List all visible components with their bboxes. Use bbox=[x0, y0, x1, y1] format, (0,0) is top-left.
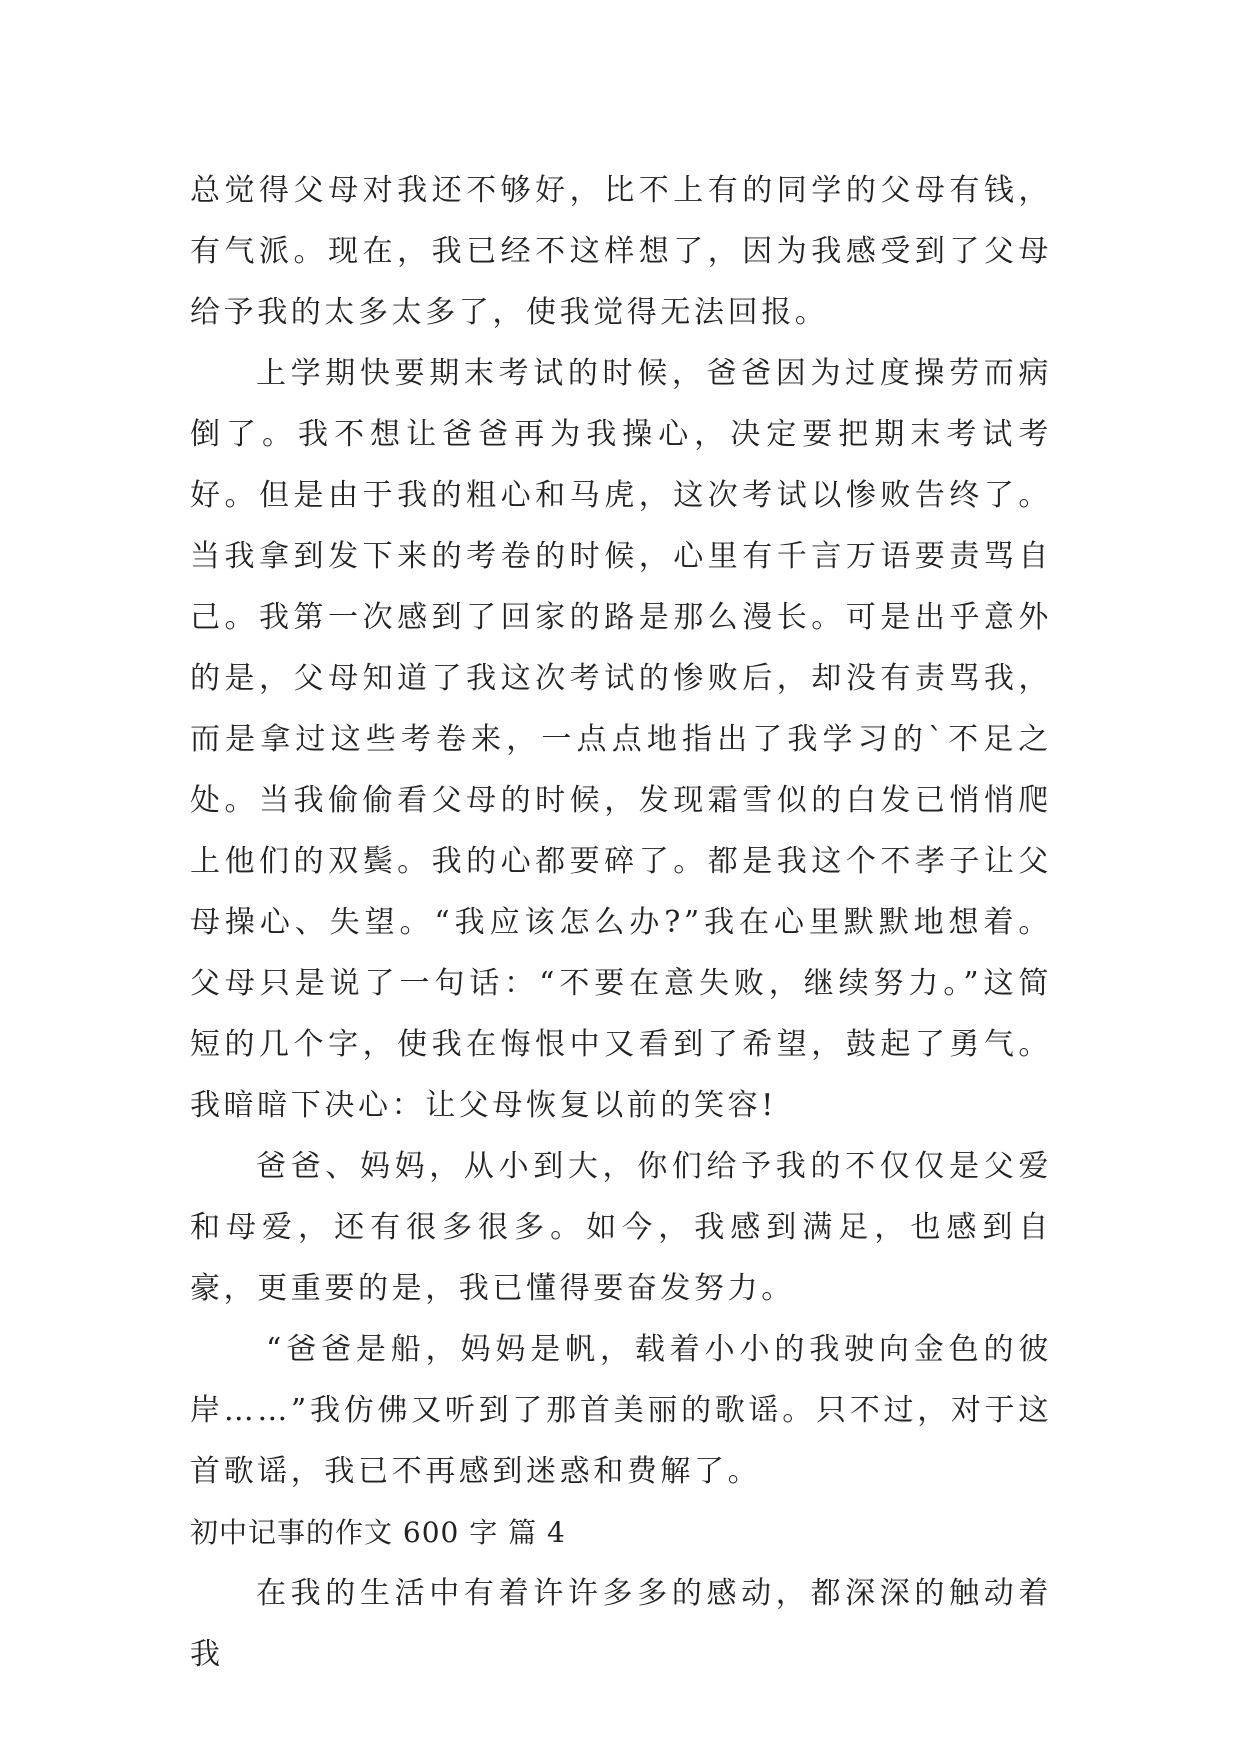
section-heading: 初中记事的作文 600 字 篇 4 bbox=[190, 1516, 566, 1549]
paragraph-1: 总觉得父母对我还不够好，比不上有的同学的父母有钱，有气派。现在，我已经不这样想了，因为我感受到了父母给予我的太多太多了，使我觉得无法回报。 bbox=[190, 173, 1052, 330]
paragraph-2: 上学期快要期末考试的时候，爸爸因为过度操劳而病倒了。我不想让爸爸再为我操心，决定要把期末考试考好。但是由于我的粗心和马虎，这次考试以惨败告终了。当我拿到发下来的考卷的时候，心里有千言万语要责骂自己。我第一次感到了回家的路是那么漫长。可是出乎意外的是，父母知道了我这次考试的惨败后，却没有责骂我，而是拿过这些考卷来，一点点地指出了我学习的`不足之处。当我偷偷看父母的时候，发现霜雪似的白发已悄悄爬上他们的双鬓。我的心都要碎了。都是我这个不孝子让父母操心、失望。“我应该怎么办?”我在心里默默地想着。父母只是说了一句话：“不要在意失败，继续努力。”这简短的几个字，使我在悔恨中又看到了希望，鼓起了勇气。我暗暗下决心：让父母恢复以前的笑容! bbox=[190, 356, 1052, 1123]
document-page bbox=[190, 160, 1052, 1685]
paragraph-4: “爸爸是船，妈妈是帆，载着小小的我驶向金色的彼岸……”我仿佛又听到了那首美丽的歌谣。只不过，对于这首歌谣，我已不再感到迷惑和费解了。 bbox=[190, 1332, 1052, 1489]
paragraph-3: 爸爸、妈妈，从小到大，你们给予我的不仅仅是父爱和母爱，还有很多很多。如今，我感到满足，也感到自豪，更重要的是，我已懂得要奋发努力。 bbox=[190, 1149, 1052, 1306]
paragraph-5: 在我的生活中有着许许多多的感动，都深深的触动着我 bbox=[190, 1576, 1052, 1672]
